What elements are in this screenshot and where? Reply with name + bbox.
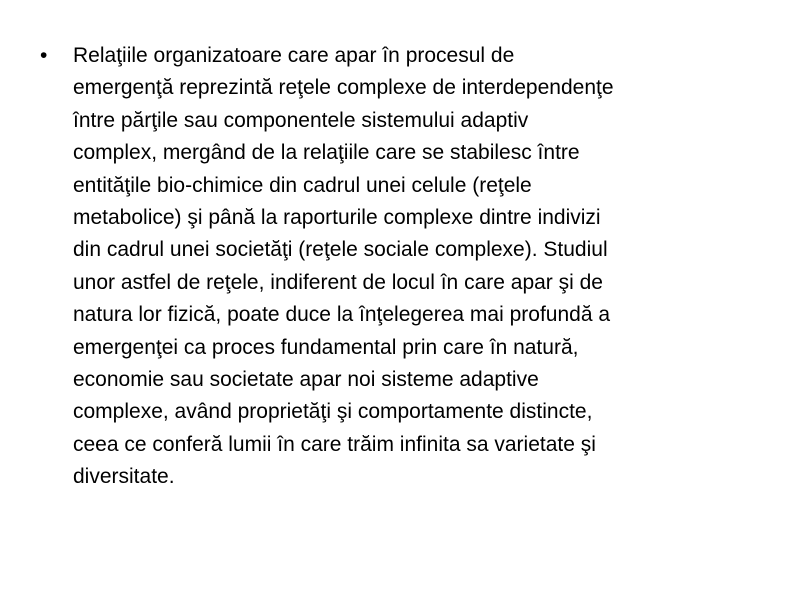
- paragraph-line: între părţile sau componentele sistemului adaptiv: [73, 108, 529, 132]
- paragraph-line: diversitate.: [73, 465, 175, 489]
- paragraph-line: emergenţei ca proces fundamental prin care în natură,: [73, 335, 579, 359]
- paragraph-line: natura lor fizică, poate duce la înţelegerea mai profundă a: [73, 303, 611, 327]
- paragraph-line: ceea ce conferă lumii în care trăim infinita sa varietate şi: [73, 432, 596, 456]
- paragraph-line: emergenţă reprezintă reţele complexe de interdependenţe: [73, 76, 614, 100]
- bullet-item: [40, 40, 770, 494]
- paragraph-line: economie sau societate apar noi sisteme adaptive: [73, 368, 539, 392]
- paragraph-line: complex, mergând de la relaţiile care se stabilesc între: [73, 141, 580, 165]
- paragraph-line: entităţile bio-chimice din cadrul unei celule (reţele: [73, 173, 532, 197]
- paragraph-line: unor astfel de reţele, indiferent de locul în care apar şi de: [73, 270, 603, 294]
- paragraph-line: din cadrul unei societăţi (reţele sociale complexe). Studiul: [73, 238, 608, 262]
- paragraph-line: metabolice) şi până la raporturile complexe dintre indivizi: [73, 206, 601, 230]
- paragraph-text: [73, 40, 770, 494]
- paragraph-line: complexe, având proprietăţi şi comportamente distincte,: [73, 400, 593, 424]
- paragraph-line: Relaţiile organizatoare care apar în procesul de: [73, 44, 515, 67]
- bullet-dot-icon: •: [40, 44, 48, 67]
- bullet-list: [40, 40, 770, 494]
